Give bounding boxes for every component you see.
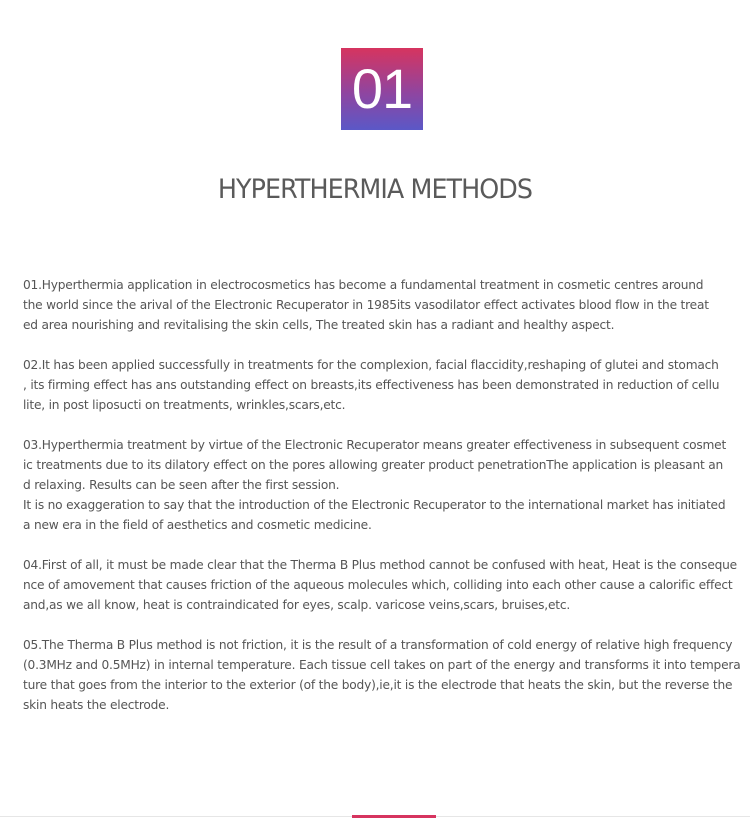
paragraph-line: , its firming effect has ans outstanding effect on breasts,its effectiveness has been demonstrated in reduction of cellu bbox=[23, 378, 720, 392]
paragraph-line: the world since the arival of the Electronic Recuperator in 1985its vasodilator effect activates blood flow in the treat bbox=[23, 298, 709, 312]
paragraph-line: 04.First of all, it must be made clear that the Therma B Plus method cannot be confused with heat, Heat is the conseque bbox=[23, 558, 737, 572]
paragraph-line: 01.Hyperthermia application in electrocosmetics has become a fundamental treatment in cosmetic centres around bbox=[23, 278, 704, 292]
paragraph-line: d relaxing. Results can be seen after the first session. bbox=[23, 478, 340, 492]
paragraph-02 bbox=[23, 355, 735, 415]
paragraph-line: 05.The Therma B Plus method is not friction, it is the result of a transformation of cold energy of relative high frequency bbox=[23, 638, 733, 652]
paragraph-01 bbox=[23, 275, 735, 335]
paragraph-line: skin heats the electrode. bbox=[23, 698, 170, 712]
paragraph-line: 02.It has been applied successfully in treatments for the complexion, facial flaccidity,reshaping of glutei and stomach bbox=[23, 358, 719, 372]
paragraph-line: ed area nourishing and revitalising the skin cells, The treated skin has a radiant and healthy aspect. bbox=[23, 318, 615, 332]
page-title: HYPERTHERMIA METHODS bbox=[217, 174, 533, 205]
paragraph-line: nce of amovement that causes friction of the aqueous molecules which, colliding into each other cause a calorific effect bbox=[23, 578, 733, 592]
section-number-badge bbox=[341, 48, 423, 130]
paragraph-line: 03.Hyperthermia treatment by virtue of the Electronic Recuperator means greater effectiveness in subsequent cosmet bbox=[23, 438, 727, 452]
paragraph-line: a new era in the field of aesthetics and cosmetic medicine. bbox=[23, 518, 372, 532]
paragraph-line: It is no exaggeration to say that the introduction of the Electronic Recuperator to the international market has initiated bbox=[23, 498, 726, 512]
paragraph-04 bbox=[23, 555, 735, 615]
article-body bbox=[23, 275, 741, 735]
paragraph-line: and,as we all know, heat is contraindicated for eyes, scalp. varicose veins,scars, bruises,etc. bbox=[23, 598, 571, 612]
paragraph-03 bbox=[23, 435, 735, 535]
paragraph-line: ic treatments due to its dilatory effect on the pores allowing greater product penetrationThe application is pleasant an bbox=[23, 458, 724, 472]
paragraph-line: lite, in post liposucti on treatments, wrinkles,scars,etc. bbox=[23, 398, 346, 412]
section-number: 01 bbox=[351, 57, 413, 120]
paragraph-line: ture that goes from the interior to the exterior (of the body),ie,it is the electrode that heats the skin, but the reverse the bbox=[23, 678, 733, 692]
paragraph-line: (0.3MHz and 0.5MHz) in internal temperature. Each tissue cell takes on part of the energy and transforms it into tempera bbox=[23, 658, 741, 672]
paragraph-05 bbox=[23, 635, 741, 715]
